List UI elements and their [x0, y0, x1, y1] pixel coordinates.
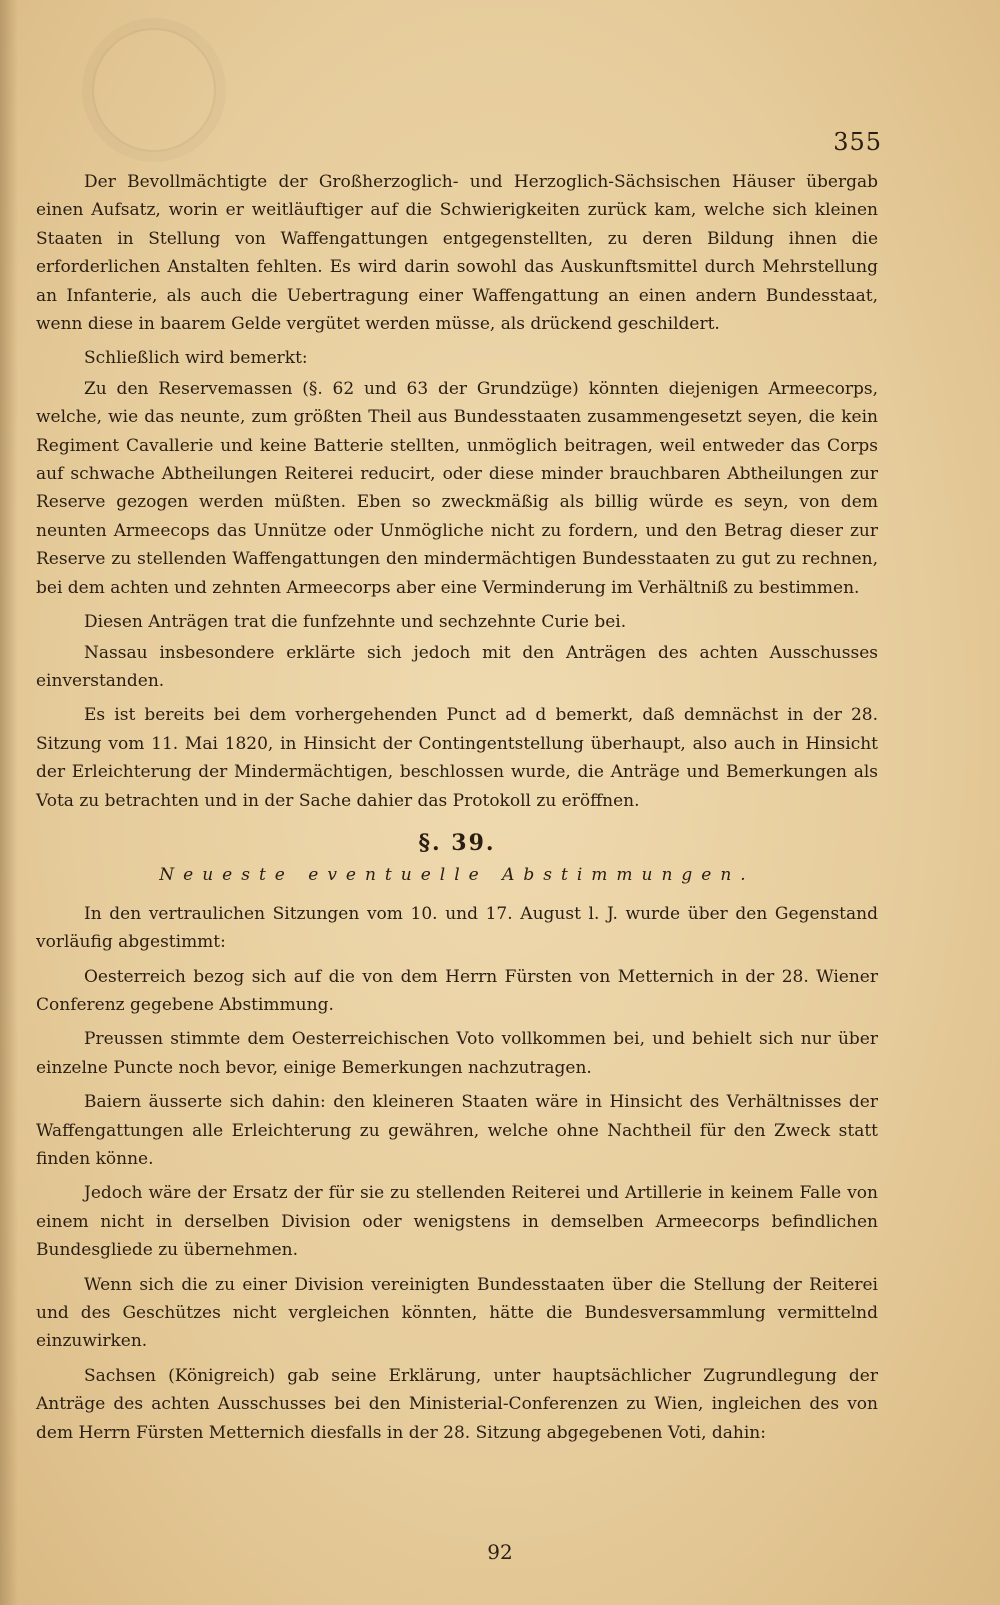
paragraph: Sachsen (Königreich) gab seine Erklärung, unter hauptsächlicher Zugrundlegung der Anträge des achten Ausschusses bei den Ministerial-Conferenzen zu Wien, ingleichen des von dem Herrn Fürsten Metternich diesfalls in der 28. Sitzung abgegebenen Voti, dahin: [36, 1365, 878, 1443]
paragraph: Wenn sich die zu einer Division vereinigten Bundesstaaten über die Stellung der Reiterei und des Geschützes nicht vergleichen könnten, hätte die Bundesversammlung vermittelnd einzuwirken. [36, 1274, 878, 1352]
page-number: 355 [833, 128, 882, 156]
paragraph: Nassau insbesondere erklärte sich jedoch mit den Anträgen des achten Ausschusses einverstanden. [36, 642, 878, 691]
section-subtitle: Neueste eventuelle Abstimmungen. [159, 865, 755, 886]
signature-mark: 92 [487, 1540, 513, 1564]
paragraph: Baiern äusserte sich dahin: den kleineren Staaten wäre in Hinsicht des Verhältnisses der Waffengattungen alle Erleichterung zu gewähren, welche ohne Nachtheil für den Zweck statt finden könne. [36, 1092, 878, 1169]
paragraph: Preussen stimmte dem Oesterreichischen Voto vollkommen bei, und behielt sich nur über einzelne Puncte noch bevor, einige Bemerkungen nachzutragen. [36, 1029, 878, 1078]
paragraph: Schließlich wird bemerkt: [84, 348, 308, 369]
paragraph: Es ist bereits bei dem vorhergehenden Punct ad d bemerkt, daß demnächst in der 28. Sitzung vom 11. Mai 1820, in Hinsicht der Contingentstellung überhaupt, also auch in Hinsicht der Erleichterung der Mindermächtigen, beschlossen wurde, die Anträge und Bemerkungen als Vota zu betrachten und in der Sache dahier das Protokoll zu eröffnen. [36, 705, 878, 811]
body-text [36, 168, 878, 1453]
paragraph: Jedoch wäre der Ersatz der für sie zu stellenden Reiterei und Artillerie in keinem Falle von einem nicht in derselben Division oder wenigstens in demselben Armeecorps befindlichen Bundesgliede zu übernehmen. [36, 1183, 878, 1261]
section-heading: §. 39. [418, 829, 496, 856]
paragraph: In den vertraulichen Sitzungen vom 10. und 17. August l. J. wurde über den Gegenstand vorläufig abgestimmt: [36, 903, 878, 953]
paragraph: Zu den Reservemassen (§. 62 und 63 der Grundzüge) könnten diejenigen Armeecorps, welche, wie das neunte, zum größten Theil aus Bundesstaaten zusammengesetzt seyen, die kein Regiment Cavallerie und keine Batterie stellten, unmöglich beitragen, weil entweder das Corps auf schwache Abtheilungen Reiterei reducirt, oder diese minder brauchbaren Abtheilungen zur Reserve gezogen werden müßten. Eben so zweckmäßig als billig würde es seyn, von dem neunten Armeecops das Unnütze oder Unmögliche nicht zu fordern, und den Betrag dieser zur Reserve zu stellenden Waffengattungen den mindermächtigen Bundesstaaten zu gut zu rechnen, bei dem achten und zehnten Armeecorps aber eine Verminderung im Verhältniß zu bestimmen. [36, 378, 878, 598]
paragraph: Der Bevollmächtigte der Großherzoglich- und Herzoglich-Sächsischen Häuser übergab einen Aufsatz, worin er weitläuftiger auf die Schwierigkeiten zurück kam, welche sich kleinen Staaten in Stellung von Waffengattungen entgegenstellten, zu deren Bildung ihnen die erforderlichen Anstalten fehlten. Es wird darin sowohl das Auskunftsmittel durch Mehrstellung an Infanterie, als auch die Uebertragung einer Waffengattung an einen andern Bundesstaat, wenn diese in baarem Gelde vergütet werden müsse, als drückend geschildert. [36, 172, 878, 335]
library-stamp [92, 28, 216, 152]
paragraph: Diesen Anträgen trat die funfzehnte und sechzehnte Curie bei. [84, 612, 627, 633]
paragraph: Oesterreich bezog sich auf die von dem Herrn Fürsten von Metternich in der 28. Wiener Conferenz gegebene Abstimmung. [36, 966, 878, 1015]
